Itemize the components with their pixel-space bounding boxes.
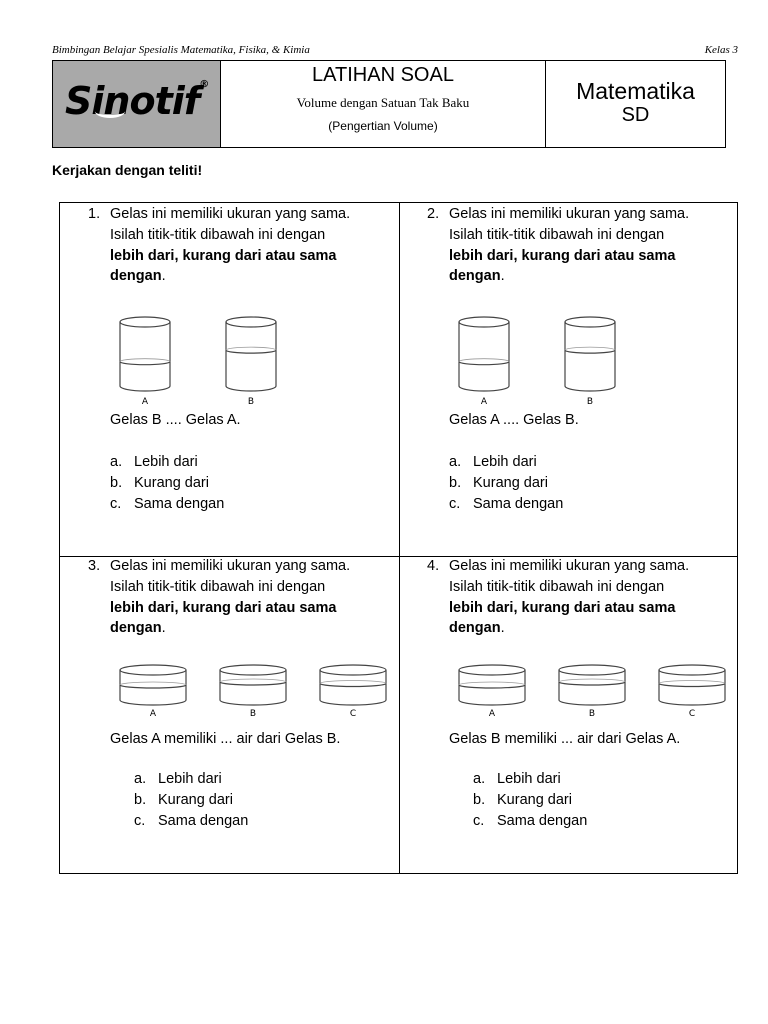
glass-label: A <box>149 709 157 719</box>
question-line-1: Gelas ini memiliki ukuran yang sama. <box>449 206 690 222</box>
running-header-left: Bimbingan Belajar Spesialis Matematika, Fisika, & Kimia <box>52 44 310 56</box>
question-line-1: Gelas ini memiliki ukuran yang sama. <box>110 206 351 222</box>
question-bold-1: lebih dari, kurang dari atau sama <box>449 247 676 264</box>
question-stem <box>110 204 410 287</box>
worksheet-title: LATIHAN SOAL <box>312 64 454 86</box>
question-bold-2: dengan <box>110 620 162 637</box>
glass-a <box>120 317 170 407</box>
option-text: Lebih dari <box>497 771 561 787</box>
option-letter: b. <box>449 474 462 491</box>
option-letter: c. <box>473 812 485 829</box>
option-letter: c. <box>110 495 122 512</box>
worksheet-subtitle: Volume dengan Satuan Tak Baku <box>296 95 470 110</box>
question-line-2: Isilah titik-titik dibawah ini dengan <box>110 578 326 595</box>
glass-c <box>320 665 386 719</box>
option-letter: b. <box>110 474 123 491</box>
registered-mark: ® <box>199 79 209 90</box>
subject: Matematika <box>576 78 695 104</box>
glass-label: B <box>249 709 257 719</box>
option-text: Sama dengan <box>497 812 588 829</box>
question-line-1: Gelas ini memiliki ukuran yang sama. <box>110 558 351 574</box>
option-text: Kurang dari <box>158 791 233 808</box>
worksheet-topic: (Pengertian Volume) <box>328 119 438 133</box>
question-bold-2: dengan <box>110 268 162 285</box>
glasses-illustration <box>457 666 757 756</box>
glass-label: A <box>488 709 496 719</box>
question-line-2: Isilah titik-titik dibawah ini dengan <box>449 578 665 595</box>
question-number: 4. <box>427 558 440 574</box>
instruction: Kerjakan dengan teliti! <box>52 162 203 178</box>
logo-text-o: o <box>129 79 155 123</box>
option-letter: a. <box>473 771 486 787</box>
glasses-illustration <box>118 666 418 756</box>
option-text: Sama dengan <box>158 812 249 829</box>
option-text: Kurang dari <box>473 474 548 491</box>
question-number: 1. <box>88 206 101 222</box>
glass-b <box>220 665 286 719</box>
glass-label: C <box>349 709 357 719</box>
question-stem <box>110 556 410 639</box>
title-header <box>52 60 726 148</box>
option-text: Sama dengan <box>473 495 564 512</box>
glass-c <box>659 665 725 719</box>
glass-a <box>459 317 509 407</box>
question-period: . <box>500 620 505 637</box>
question-bold-1: lebih dari, kurang dari atau sama <box>449 599 676 616</box>
question-stem <box>449 556 749 639</box>
logo-text-post: tif <box>154 79 200 123</box>
question-period: . <box>161 268 166 285</box>
question-line-1: Gelas ini memiliki ukuran yang sama. <box>449 558 690 574</box>
question-line-2: Isilah titik-titik dibawah ini dengan <box>449 226 665 243</box>
glass-a <box>120 665 186 719</box>
question-prompt: Gelas A memiliki ... air dari Gelas B. <box>110 731 341 747</box>
glass-label: C <box>688 709 696 719</box>
glass-a <box>459 665 525 719</box>
glass-b <box>559 665 625 719</box>
question-bold-2: dengan <box>449 620 501 637</box>
logo-box <box>53 61 221 147</box>
question-prompt: Gelas B memiliki ... air dari Gelas A. <box>449 731 681 747</box>
glasses-illustration <box>457 316 757 406</box>
glass-label: A <box>480 397 488 407</box>
running-header-right: Kelas 3 <box>704 44 738 56</box>
option-letter: a. <box>134 771 147 787</box>
question-bold-1: lebih dari, kurang dari atau sama <box>110 247 337 264</box>
question-period: . <box>161 620 166 637</box>
option-letter: c. <box>134 812 146 829</box>
grade-level: SD <box>621 104 650 126</box>
logo-text-pre: Sin <box>65 79 130 123</box>
option-letter: b. <box>134 791 147 808</box>
option-text: Sama dengan <box>134 495 225 512</box>
glass-label: B <box>588 709 596 719</box>
title-box <box>221 61 546 147</box>
glass-label: A <box>141 397 149 407</box>
glass-b <box>226 317 276 407</box>
question-prompt: Gelas B .... Gelas A. <box>110 412 241 428</box>
logo <box>65 79 208 123</box>
question-number: 3. <box>88 558 101 574</box>
option-letter: a. <box>449 454 462 470</box>
option-letter: c. <box>449 495 461 512</box>
subject-box <box>546 61 725 147</box>
grid-divider-vertical <box>399 203 400 873</box>
glass-label: B <box>247 397 255 407</box>
option-text: Kurang dari <box>134 474 209 491</box>
option-text: Lebih dari <box>158 771 222 787</box>
question-bold-1: lebih dari, kurang dari atau sama <box>110 599 337 616</box>
option-letter: a. <box>110 454 123 470</box>
glasses-illustration <box>118 316 418 406</box>
question-bold-2: dengan <box>449 268 501 285</box>
running-header <box>52 44 738 56</box>
question-stem <box>449 204 749 287</box>
option-text: Kurang dari <box>497 791 572 808</box>
option-letter: b. <box>473 791 486 808</box>
question-line-2: Isilah titik-titik dibawah ini dengan <box>110 226 326 243</box>
option-text: Lebih dari <box>134 454 198 470</box>
question-prompt: Gelas A .... Gelas B. <box>449 412 579 428</box>
option-text: Lebih dari <box>473 454 537 470</box>
glass-label: B <box>586 397 594 407</box>
glass-b <box>565 317 615 407</box>
question-number: 2. <box>427 206 440 222</box>
logo-swoosh-icon <box>95 105 125 118</box>
question-period: . <box>500 268 505 285</box>
